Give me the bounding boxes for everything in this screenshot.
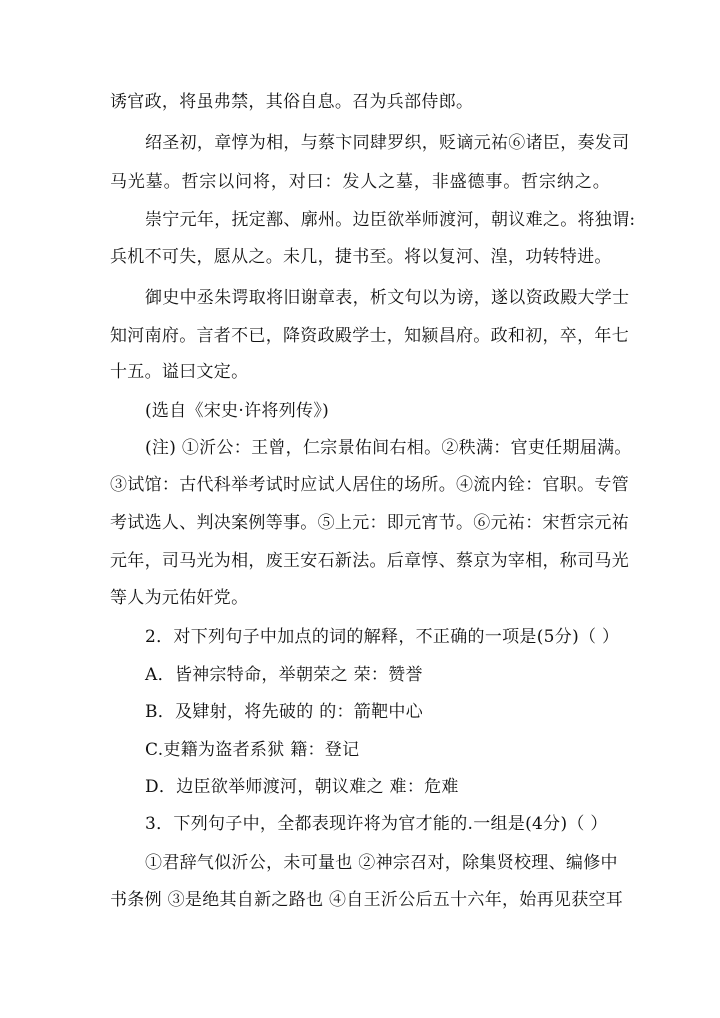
text-line: 兵机不可失，愿从之。未几，捷书至。将以复河、湟，功转特进。 — [110, 247, 612, 267]
question-3-items: 书条例 ③是绝其自新之路也 ④自王沂公后五十六年，始再见获空耳 — [110, 890, 624, 910]
text-line: 十五。谥曰文定。 — [110, 362, 249, 382]
annotation-line: 考试选人、判决案例等事。⑤上元：即元宵节。⑥元祐：宋哲宗元祐 — [110, 513, 629, 533]
text-line: 知河南府。言者不已，降资政殿学士，知颍昌府。政和初，卒，年七 — [110, 326, 629, 346]
option-a: A．皆神宗特命，举朝荣之 荣：赞誉 — [145, 665, 423, 685]
option-c: C.吏籍为盗者系狱 籍：登记 — [145, 740, 360, 760]
annotation-line: 元年，司马光为相，废王安石新法。后章惇、蔡京为宰相，称司马光 — [110, 551, 629, 571]
source-citation: (选自《宋史·许将列传》) — [145, 401, 330, 421]
text-line: 诱官政，将虽弗禁，其俗自息。召为兵部侍郎。 — [110, 92, 474, 112]
annotation-line: (注) ①沂公：王曾，仁宗景佑间右相。②秩满：官吏任期届满。 — [145, 438, 632, 458]
option-d: D．边臣欲举师渡河，朝议难之 难：危难 — [145, 777, 459, 797]
question-3-items: ①君辞气似沂公，未可量也 ②神宗召对，除集贤校理、编修中 — [145, 853, 618, 873]
annotation-line: 等人为元佑奸党。 — [110, 588, 249, 608]
text-line: 马光墓。哲宗以问将，对曰：发人之墓，非盛德事。哲宗纳之。 — [110, 172, 610, 192]
annotation-line: ③试馆：古代科举考试时应试人居住的场所。④流内铨：官职。专管 — [110, 475, 629, 495]
question-3: 3．下列句子中，全都表现许将为官才能的.一组是(4分)（ ） — [145, 814, 608, 834]
question-2: 2．对下列句子中加点的词的解释，不正确的一项是(5分)（ ） — [145, 627, 620, 647]
text-line: 御史中丞朱谔取将旧谢章表，析文句以为谤，遂以资政殿大学士 — [145, 288, 630, 308]
text-line: 绍圣初，章惇为相，与蔡卞同肆罗织，贬谪元祐⑥诸臣，奏发司 — [145, 133, 630, 153]
option-b: B．及肄射，将先破的 的：箭靶中心 — [145, 702, 423, 722]
text-line: 崇宁元年，抚定鄯、廓州。边臣欲举师渡河，朝议难之。将独谓: — [145, 210, 636, 230]
